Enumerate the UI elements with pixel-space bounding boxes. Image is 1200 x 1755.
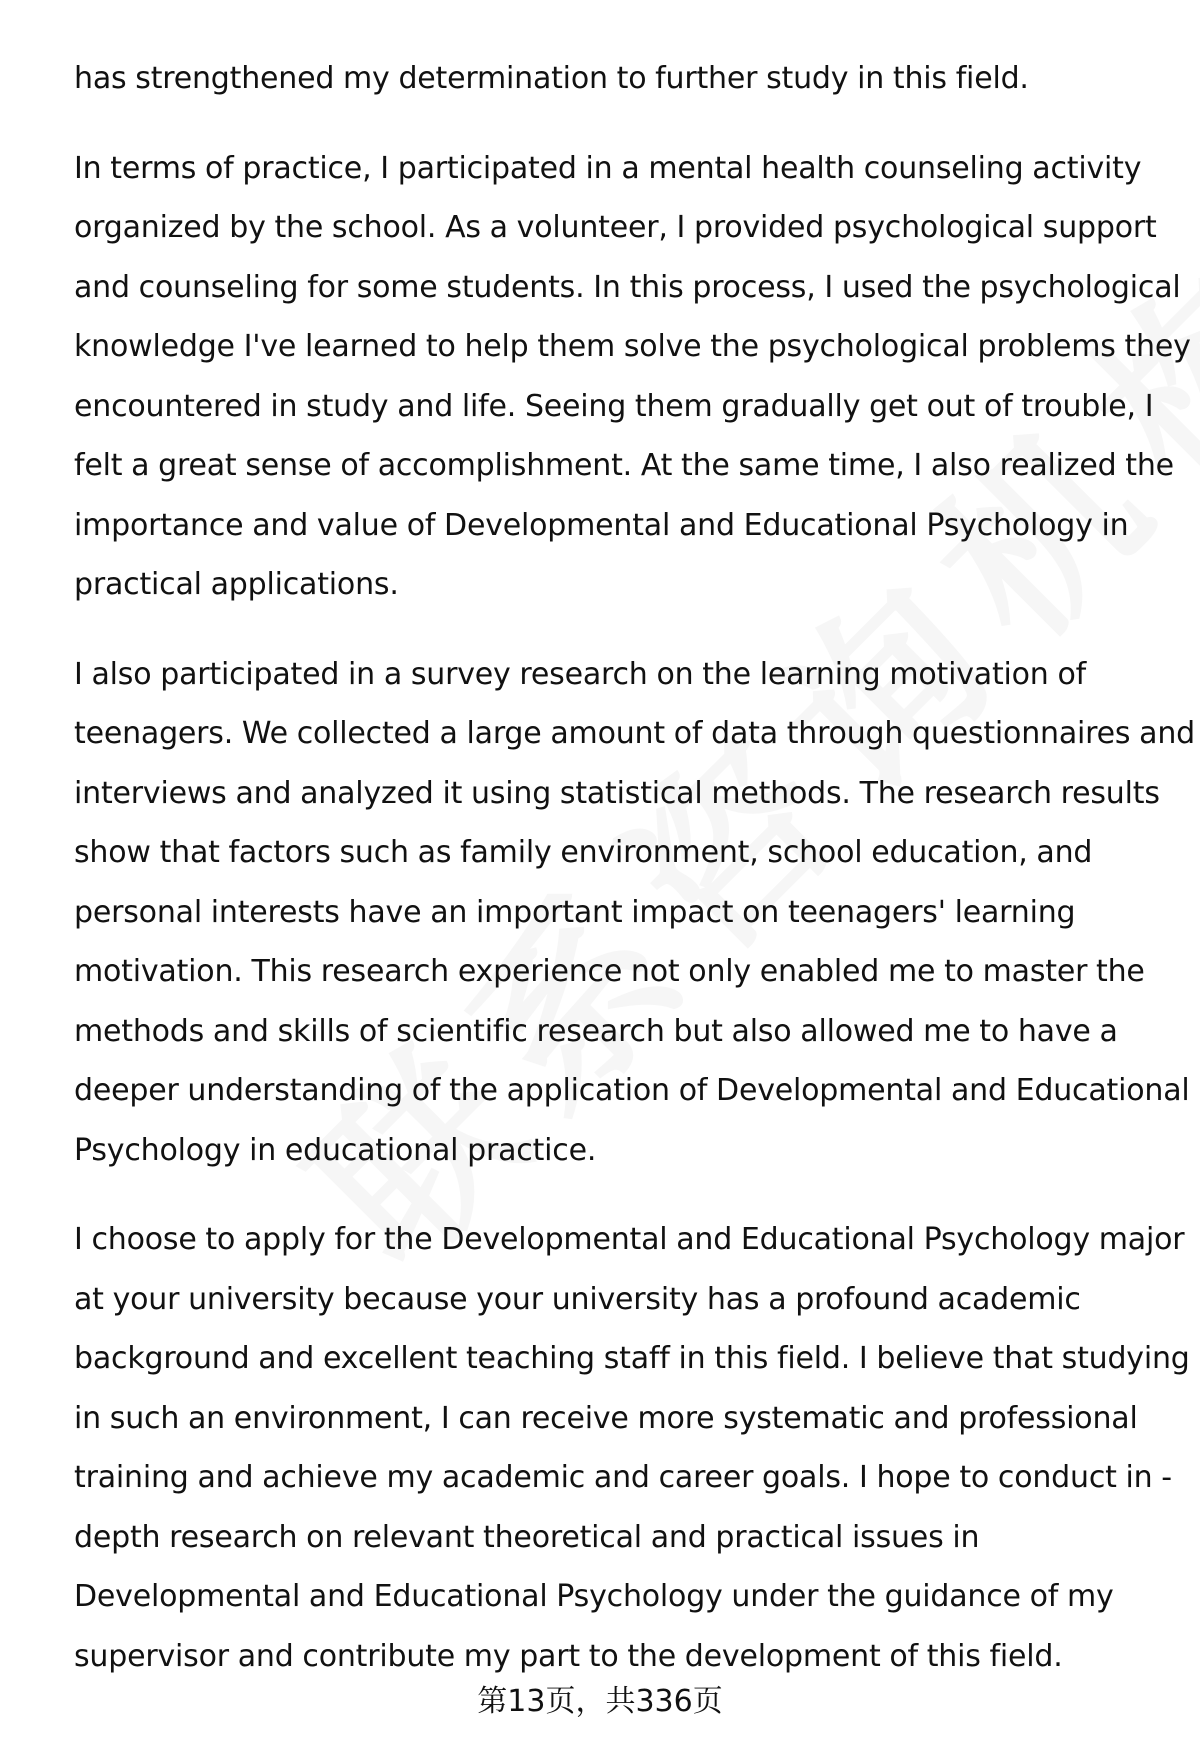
text-line: felt a great sense of accomplishment. At the same time, I also realized the xyxy=(74,448,1174,483)
text-line: depth research on relevant theoretical and practical issues in xyxy=(74,1519,980,1555)
text-line: supervisor and contribute my part to the development of this field. xyxy=(74,1638,1063,1674)
text-line: knowledge I've learned to help them solve the psychological problems they xyxy=(74,329,1191,364)
text-line: importance and value of Developmental and Educational Psychology in xyxy=(74,507,1129,543)
paragraph-1 xyxy=(74,49,1164,109)
text-line: practical applications. xyxy=(74,567,399,602)
text-line: has strengthened my determination to further study in this field. xyxy=(74,61,1029,96)
text-line: teenagers. We collected a large amount of data through questionnaires and xyxy=(74,716,1196,751)
text-line: personal interests have an important impact on teenagers' learning xyxy=(74,894,1076,930)
text-line: organized by the school. As a volunteer, I provided psychological support xyxy=(74,210,1157,245)
paragraph-2 xyxy=(74,139,1191,615)
body-text xyxy=(74,49,1196,1716)
paragraph-4 xyxy=(74,1210,1190,1686)
text-line: motivation. This research experience not only enabled me to master the xyxy=(74,954,1145,989)
text-line: in such an environment, I can receive more systematic and professional xyxy=(74,1400,1138,1436)
paragraph-3 xyxy=(74,645,1196,1181)
text-line: deeper understanding of the application of Developmental and Educational xyxy=(74,1073,1190,1108)
text-line: at your university because your university has a profound academic xyxy=(74,1281,1081,1317)
text-line: Psychology in educational practice. xyxy=(74,1132,597,1168)
text-line: interviews and analyzed it using statistical methods. The research results xyxy=(74,775,1160,811)
text-line: In terms of practice, I participated in a mental health counseling activity xyxy=(74,150,1142,186)
text-line: and counseling for some students. In this process, I used the psychological xyxy=(74,269,1181,305)
page-number: 第13页，共336页 xyxy=(477,1684,723,1719)
text-line: training and achieve my academic and career goals. I hope to conduct in - xyxy=(74,1460,1172,1495)
text-line: I choose to apply for the Developmental and Educational Psychology major xyxy=(74,1222,1185,1257)
text-line: Developmental and Educational Psychology under the guidance of my xyxy=(74,1579,1114,1614)
text-line: methods and skills of scientific research but also allowed me to have a xyxy=(74,1013,1118,1049)
text-line: I also participated in a survey research on the learning motivation of xyxy=(74,656,1086,692)
text-line: encountered in study and life. Seeing them gradually get out of trouble, I xyxy=(74,388,1154,424)
text-line: show that factors such as family environment, school education, and xyxy=(74,835,1093,870)
text-line: background and excellent teaching staff in this field. I believe that studying xyxy=(74,1341,1190,1376)
